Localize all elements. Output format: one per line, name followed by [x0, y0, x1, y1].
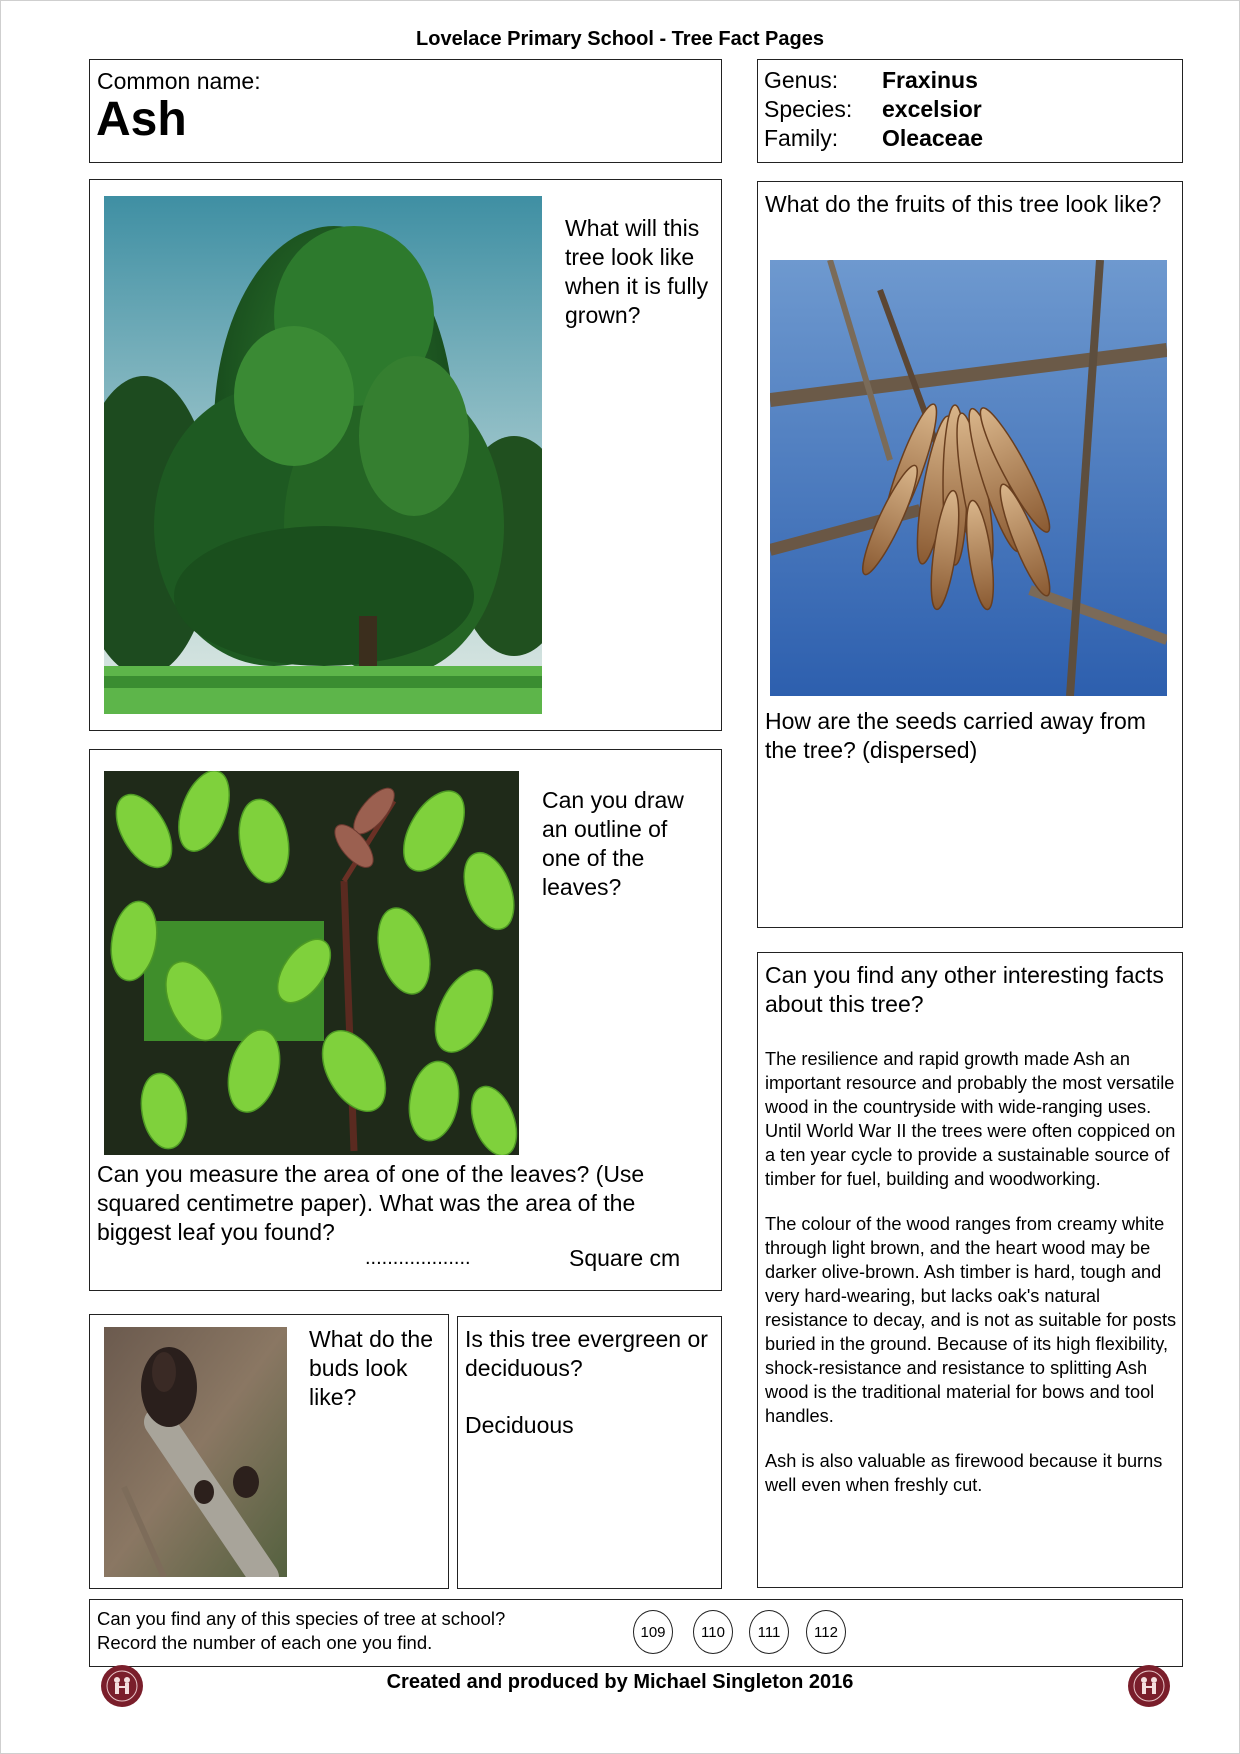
bud-question: What do the buds look like?	[309, 1326, 434, 1410]
leaf-outline-question: Can you draw an outline of one of the leaves?	[542, 787, 684, 900]
school-question-line1: Can you find any of this species of tree at school?	[97, 1608, 506, 1629]
tree-number-circle: 109	[633, 1610, 673, 1654]
taxonomy-box	[757, 59, 1183, 163]
genus-label: Genus:	[764, 67, 839, 93]
fruit-box	[757, 181, 1183, 928]
family-label: Family:	[764, 125, 839, 151]
answer-dots: ...................	[365, 1247, 471, 1269]
school-logo-right	[1127, 1664, 1171, 1708]
tree-number-circle: 111	[749, 1610, 789, 1654]
bud-photo	[104, 1327, 287, 1577]
common-name-label: Common name:	[97, 68, 261, 94]
genus-value: Fraxinus	[882, 67, 978, 93]
fact-paragraph: The colour of the wood ranges from creamy white through light brown, and the heart wood may be darker olive-brown. Ash timber is hard, tough and very hard-wearing, but lacks oak's natural resistance to decay, and is not as suitable for posts buried in the ground. Because of its high flexibility, shock-resistance and resistance to splitting Ash wood is the traditional material for bows and tool handles.	[765, 1214, 1177, 1426]
common-name-box	[89, 59, 722, 163]
tree-photo	[104, 196, 542, 714]
tree-question: What will this tree look like when it is fully grown?	[565, 215, 709, 328]
species-label: Species:	[764, 96, 853, 122]
page-title: Lovelace Primary School - Tree Fact Pages	[416, 28, 824, 50]
fact-paragraph: Ash is also valuable as firewood because it burns well even when freshly cut.	[765, 1451, 1163, 1495]
evergreen-question: Is this tree evergreen or deciduous?	[465, 1326, 708, 1381]
tree-number-circle: 110	[693, 1610, 733, 1654]
tree-number-circle: 112	[806, 1610, 846, 1654]
school-count-box	[89, 1599, 1183, 1667]
leaf-photo	[104, 771, 519, 1155]
facts-box	[757, 952, 1183, 1588]
leaf-box	[89, 749, 722, 1291]
fact-paragraph: The resilience and rapid growth made Ash an important resource and probably the most versatile wood in the countryside with wide-ranging uses. Until World War II the trees were often coppiced on a ten year cycle to provide a sustainable source of timber for fuel, building and woodworking.	[765, 1049, 1176, 1189]
school-question-line2: Record the number of each one you find.	[97, 1632, 433, 1653]
evergreen-box	[457, 1316, 722, 1589]
facts-text	[765, 1047, 1177, 1518]
footer-credit: Created and produced by Michael Singleton 2016	[386, 1671, 854, 1693]
evergreen-answer: Deciduous	[465, 1412, 574, 1438]
tree-box	[89, 179, 722, 731]
common-name-value: Ash	[96, 93, 187, 146]
fruit-question: What do the fruits of this tree look like?	[765, 191, 1162, 217]
area-unit: Square cm	[569, 1245, 681, 1271]
facts-question: Can you find any other interesting facts about this tree?	[765, 962, 1164, 1017]
species-value: excelsior	[882, 96, 982, 122]
bud-box	[89, 1314, 449, 1589]
leaf-area-question: Can you measure the area of one of the leaves? (Use squared centimetre paper). What was the area of the biggest leaf you found?	[97, 1161, 645, 1245]
fruit-photo	[770, 260, 1167, 696]
seed-dispersal-question: How are the seeds carried away from the tree? (dispersed)	[765, 708, 1146, 763]
family-value: Oleaceae	[882, 125, 984, 151]
